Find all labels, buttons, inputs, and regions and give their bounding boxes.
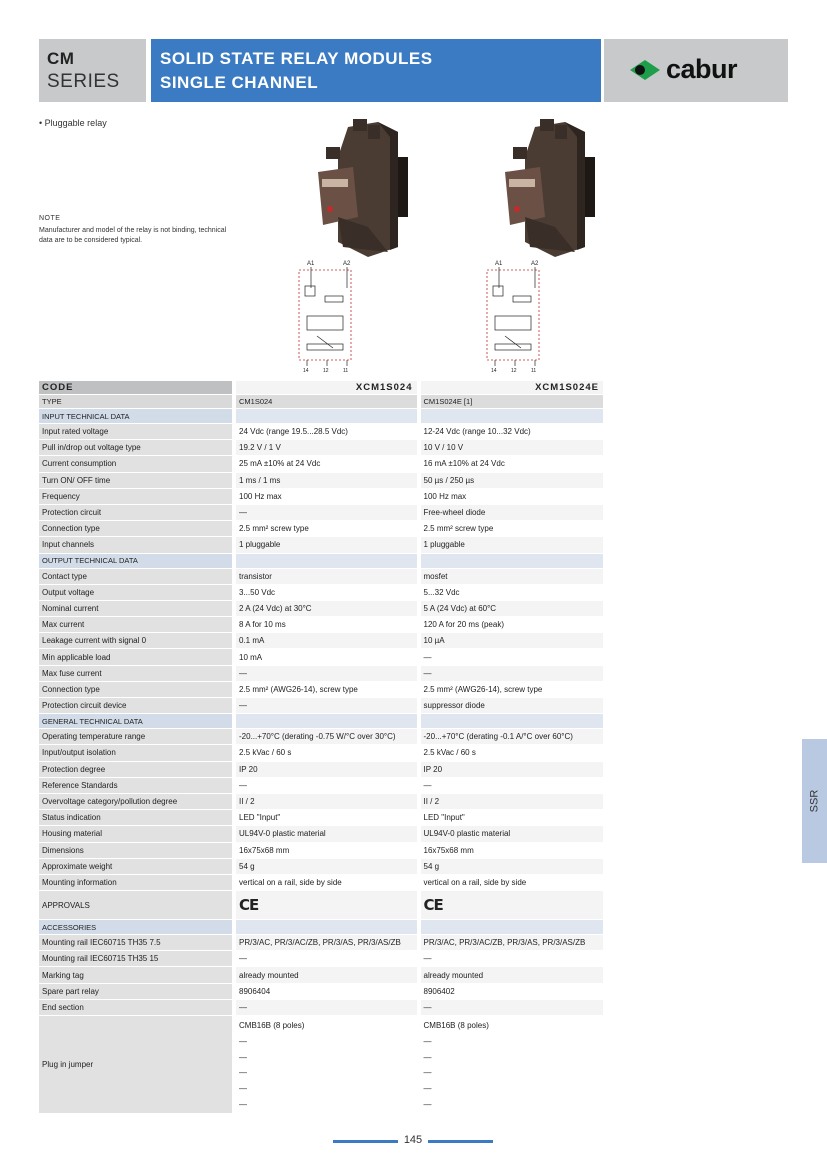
- ce-mark-icon: CE: [234, 891, 419, 920]
- spec-label: Output voltage: [39, 584, 234, 600]
- spec-value: LED "Input": [234, 810, 419, 826]
- terminal-label: 12: [323, 368, 329, 374]
- spec-value: 16x75x68 mm: [234, 842, 419, 858]
- terminal-label: 12: [511, 368, 517, 374]
- table-row: [39, 761, 603, 777]
- spec-label: Min applicable load: [39, 649, 234, 665]
- table-row: [39, 858, 603, 874]
- table-row: [39, 745, 603, 761]
- spec-value: 2 A (24 Vdc) at 30°C: [234, 600, 419, 616]
- section-title: OUTPUT TECHNICAL DATA: [39, 553, 234, 568]
- table-row: [39, 472, 603, 488]
- spec-label: Protection circuit device: [39, 698, 234, 714]
- spec-value: 19.2 V / 1 V: [234, 440, 419, 456]
- spec-value: 0.1 mA: [234, 633, 419, 649]
- product-code: XCM1S024: [234, 381, 419, 395]
- cabur-logo-icon: [628, 59, 662, 81]
- spec-value: IP 20: [234, 761, 419, 777]
- table-row: [39, 521, 603, 537]
- spec-value: 100 Hz max: [234, 488, 419, 504]
- section-title: INPUT TECHNICAL DATA: [39, 409, 234, 424]
- spec-value: —: [234, 951, 419, 967]
- jumper-value: —: [423, 1036, 432, 1046]
- spec-table-body: [39, 381, 603, 1113]
- series-code: CM: [47, 49, 75, 68]
- terminal-label: 14: [491, 368, 497, 374]
- terminal-label: 11: [531, 368, 537, 374]
- spec-table: [39, 381, 603, 1114]
- spec-value: 16x75x68 mm: [419, 842, 604, 858]
- spec-value: 2.5 kVac / 60 s: [419, 745, 604, 761]
- jumper-value: CMB16B (8 poles): [423, 1021, 489, 1030]
- table-row: [39, 649, 603, 665]
- table-row: [39, 488, 603, 504]
- spec-label: Mounting rail IEC60715 TH35 15: [39, 951, 234, 967]
- table-row: [39, 983, 603, 999]
- approvals-row: [39, 891, 603, 920]
- table-row: [39, 584, 603, 600]
- section-row: [39, 409, 603, 424]
- note-text: Manufacturer and model of the relay is not binding, technical data are to be considered typical.: [39, 227, 227, 244]
- spec-value: IP 20: [419, 761, 604, 777]
- svg-text:.: .: [352, 338, 356, 339]
- spec-value: UL94V-0 plastic material: [234, 826, 419, 842]
- table-row: [39, 777, 603, 793]
- spec-value: suppressor diode: [419, 698, 604, 714]
- jumper-value: —: [423, 1068, 432, 1078]
- title-block: [151, 39, 601, 102]
- page-number: 145: [398, 1134, 428, 1148]
- table-row: [39, 617, 603, 633]
- spec-value: 1 pluggable: [234, 537, 419, 553]
- product-type: CM1S024E [1]: [419, 395, 604, 409]
- spec-value: LED "Input": [419, 810, 604, 826]
- jumper-value: —: [239, 1099, 247, 1109]
- spec-label: Leakage current with signal 0: [39, 633, 234, 649]
- spec-value: [234, 553, 419, 568]
- code-label: CODE: [39, 381, 234, 395]
- table-row: [39, 633, 603, 649]
- relay-module-image: [298, 117, 418, 257]
- logo-text: cabur: [666, 54, 738, 84]
- page-title-line2: SINGLE CHANNEL: [160, 73, 319, 92]
- series-word: SERIES: [47, 71, 120, 92]
- jumper-value: —: [239, 1084, 247, 1094]
- jumper-value: CMB16B (8 poles): [239, 1021, 305, 1030]
- table-row: [39, 424, 603, 440]
- spec-value: mosfet: [419, 568, 604, 584]
- terminal-label: A2: [343, 261, 351, 267]
- spec-value: vertical on a rail, side by side: [419, 874, 604, 890]
- jumper-value: —: [423, 1052, 432, 1062]
- spec-value: II / 2: [419, 793, 604, 809]
- spec-value: 50 µs / 250 µs: [419, 472, 604, 488]
- code-row: [39, 381, 603, 395]
- wiring-diagram: [295, 258, 365, 376]
- spec-value: 5 A (24 Vdc) at 60°C: [419, 600, 604, 616]
- spec-value: —: [234, 665, 419, 681]
- spec-value: 1 ms / 1 ms: [234, 472, 419, 488]
- spec-value: -20...+70°C (derating -0.75 W/°C over 30°C): [234, 729, 419, 745]
- table-row: [39, 999, 603, 1015]
- spec-label: End section: [39, 999, 234, 1015]
- spec-label: Input channels: [39, 537, 234, 553]
- relay-module-image: [485, 117, 605, 257]
- spec-value: -20...+70°C (derating -0.1 A/°C over 60°C): [419, 729, 604, 745]
- table-row: [39, 793, 603, 809]
- spec-value: vertical on a rail, side by side: [234, 874, 419, 890]
- spec-value: 100 Hz max: [419, 488, 604, 504]
- spec-value: PR/3/AC, PR/3/AC/ZB, PR/3/AS, PR/3/AS/ZB: [234, 935, 419, 951]
- spec-value: 54 g: [234, 858, 419, 874]
- terminal-label: A2: [531, 261, 539, 267]
- spec-value: 8 A for 10 ms: [234, 617, 419, 633]
- spec-label: Operating temperature range: [39, 729, 234, 745]
- terminal-label: 11: [343, 368, 349, 374]
- spec-value: [419, 920, 604, 935]
- spec-value: 2.5 mm² (AWG26-14), screw type: [234, 681, 419, 697]
- spec-label: Input rated voltage: [39, 424, 234, 440]
- table-row: [39, 665, 603, 681]
- spec-label: Nominal current: [39, 600, 234, 616]
- spec-value: [234, 714, 419, 729]
- type-row: [39, 395, 603, 409]
- spec-label: Connection type: [39, 681, 234, 697]
- spec-value: 2.5 mm² (AWG26-14), screw type: [419, 681, 604, 697]
- table-row: [39, 504, 603, 520]
- wiring-diagram: [483, 258, 553, 376]
- jumper-row: [39, 1016, 603, 1114]
- spec-label: Marking tag: [39, 967, 234, 983]
- spec-value: 12-24 Vdc (range 10...32 Vdc): [419, 424, 604, 440]
- table-row: [39, 874, 603, 890]
- spec-value: 8906404: [234, 983, 419, 999]
- spec-value: —: [419, 951, 604, 967]
- spec-label: Pull in/drop out voltage type: [39, 440, 234, 456]
- table-row: [39, 935, 603, 951]
- spec-value: 10 µA: [419, 633, 604, 649]
- spec-value: [234, 920, 419, 935]
- jumper-value: —: [239, 1036, 247, 1046]
- spec-value: 2.5 kVac / 60 s: [234, 745, 419, 761]
- spec-value: 24 Vdc (range 19.5...28.5 Vdc): [234, 424, 419, 440]
- spec-value: —: [419, 999, 604, 1015]
- table-row: [39, 698, 603, 714]
- spec-value: 8906402: [419, 983, 604, 999]
- note-heading: NOTE: [39, 215, 61, 222]
- spec-value: 2.5 mm² screw type: [234, 521, 419, 537]
- spec-label: Max current: [39, 617, 234, 633]
- section-title: GENERAL TECHNICAL DATA: [39, 714, 234, 729]
- series-block: [39, 39, 146, 102]
- section-row: [39, 920, 603, 935]
- spec-label: Turn ON/ OFF time: [39, 472, 234, 488]
- table-row: [39, 967, 603, 983]
- page-title-line1: SOLID STATE RELAY MODULES: [160, 49, 433, 68]
- side-tab-label: SSR: [808, 789, 821, 813]
- spec-value: —: [419, 777, 604, 793]
- spec-label: Housing material: [39, 826, 234, 842]
- spec-label: Frequency: [39, 488, 234, 504]
- spec-value: 1 pluggable: [419, 537, 604, 553]
- spec-label: Contact type: [39, 568, 234, 584]
- spec-value: Free-wheel diode: [419, 504, 604, 520]
- table-row: [39, 537, 603, 553]
- spec-value: 3...50 Vdc: [234, 584, 419, 600]
- spec-label: Protection degree: [39, 761, 234, 777]
- spec-label: Plug in jumper: [39, 1016, 234, 1114]
- spec-label: Current consumption: [39, 456, 234, 472]
- table-row: [39, 951, 603, 967]
- table-row: [39, 729, 603, 745]
- spec-value: —: [419, 665, 604, 681]
- terminal-label: A1: [307, 261, 315, 267]
- spec-value: 2.5 mm² screw type: [419, 521, 604, 537]
- spec-label: Spare part relay: [39, 983, 234, 999]
- spec-value: already mounted: [234, 967, 419, 983]
- section-row: [39, 553, 603, 568]
- terminal-label: 14: [303, 368, 309, 374]
- spec-value: transistor: [234, 568, 419, 584]
- jumper-value: —: [239, 1052, 247, 1062]
- spec-label: Connection type: [39, 521, 234, 537]
- spec-value: 10 mA: [234, 649, 419, 665]
- section-title: ACCESSORIES: [39, 920, 234, 935]
- table-row: [39, 810, 603, 826]
- table-row: [39, 681, 603, 697]
- spec-value: —: [234, 777, 419, 793]
- logo-block: [604, 39, 788, 102]
- table-row: [39, 456, 603, 472]
- table-row: [39, 568, 603, 584]
- spec-value: PR/3/AC, PR/3/AC/ZB, PR/3/AS, PR/3/AS/ZB: [419, 935, 604, 951]
- spec-label: Approximate weight: [39, 858, 234, 874]
- type-label: TYPE: [39, 395, 234, 409]
- spec-value: —: [234, 698, 419, 714]
- spec-value: [419, 409, 604, 424]
- ce-mark-icon: CE: [419, 891, 604, 920]
- spec-label: Status indication: [39, 810, 234, 826]
- spec-value: —: [234, 999, 419, 1015]
- spec-label: Dimensions: [39, 842, 234, 858]
- jumper-value: —: [239, 1068, 247, 1078]
- spec-value: 5...32 Vdc: [419, 584, 604, 600]
- spec-label: Mounting information: [39, 874, 234, 890]
- product-code: XCM1S024E: [419, 381, 604, 395]
- table-row: [39, 826, 603, 842]
- spec-value: 10 V / 10 V: [419, 440, 604, 456]
- spec-value: —: [234, 504, 419, 520]
- spec-value: —: [419, 649, 604, 665]
- spec-value: 25 mA ±10% at 24 Vdc: [234, 456, 419, 472]
- spec-label: Overvoltage category/pollution degree: [39, 793, 234, 809]
- spec-label: Reference Standards: [39, 777, 234, 793]
- spec-value: 16 mA ±10% at 24 Vdc: [419, 456, 604, 472]
- spec-label: Mounting rail IEC60715 TH35 7.5: [39, 935, 234, 951]
- spec-value: UL94V-0 plastic material: [419, 826, 604, 842]
- spec-value: II / 2: [234, 793, 419, 809]
- spec-value: [234, 409, 419, 424]
- spec-value: 120 A for 20 ms (peak): [419, 617, 604, 633]
- feature-bullet: • Pluggable relay: [39, 118, 107, 128]
- spec-label: APPROVALS: [39, 891, 234, 920]
- spec-label: Protection circuit: [39, 504, 234, 520]
- jumper-value: —: [423, 1099, 432, 1109]
- terminal-label: A1: [495, 261, 503, 267]
- table-row: [39, 440, 603, 456]
- section-row: [39, 714, 603, 729]
- section-side-tab: [802, 739, 827, 863]
- jumper-values: [234, 1016, 419, 1114]
- jumper-value: —: [423, 1084, 432, 1094]
- spec-label: Input/output isolation: [39, 745, 234, 761]
- spec-value: [419, 553, 604, 568]
- table-row: [39, 842, 603, 858]
- spec-label: Max fuse current: [39, 665, 234, 681]
- spec-value: already mounted: [419, 967, 604, 983]
- jumper-values: [419, 1016, 604, 1114]
- spec-value: [419, 714, 604, 729]
- spec-value: 54 g: [419, 858, 604, 874]
- product-type: CM1S024: [234, 395, 419, 409]
- table-row: [39, 600, 603, 616]
